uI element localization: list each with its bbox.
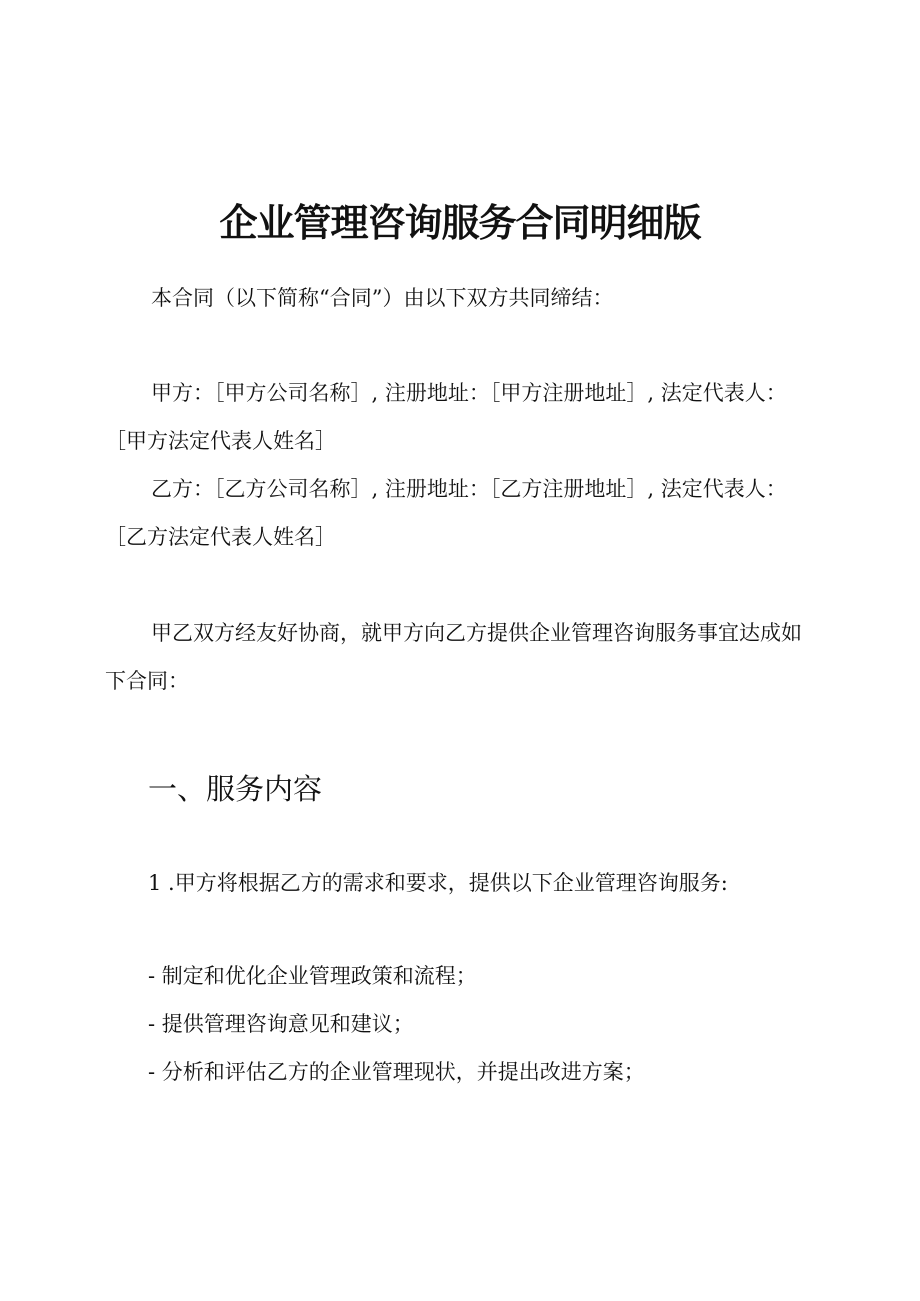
list-item: - 分析和评估乙方的企业管理现状，并提出改进方案； <box>148 1060 645 1084</box>
party-a-paragraph: 甲方：［甲方公司名称］, 注册地址：［甲方注册地址］, 法定代表人：［甲方法定代表人姓名］ <box>105 381 787 453</box>
list-item: - 提供管理咨询意见和建议； <box>148 1012 414 1036</box>
intro-paragraph: 本合同（以下简称“合同”）由以下双方共同缔结： <box>151 286 614 310</box>
section-heading-services: 一、服务内容 <box>148 772 323 806</box>
clause-1: 1 .甲方将根据乙方的需求和要求，提供以下企业管理咨询服务: <box>148 871 728 895</box>
list-item: - 制定和优化企业管理政策和流程； <box>148 964 477 988</box>
agreement-paragraph: 甲乙双方经友好协商，就甲方向乙方提供企业管理咨询服务事宜达成如下合同： <box>105 621 802 693</box>
party-b-paragraph: 乙方：［乙方公司名称］, 注册地址：［乙方注册地址］, 法定代表人：［乙方法定代表人姓名］ <box>105 477 787 549</box>
document-title: 企业管理咨询服务合同明细版 <box>219 201 701 246</box>
